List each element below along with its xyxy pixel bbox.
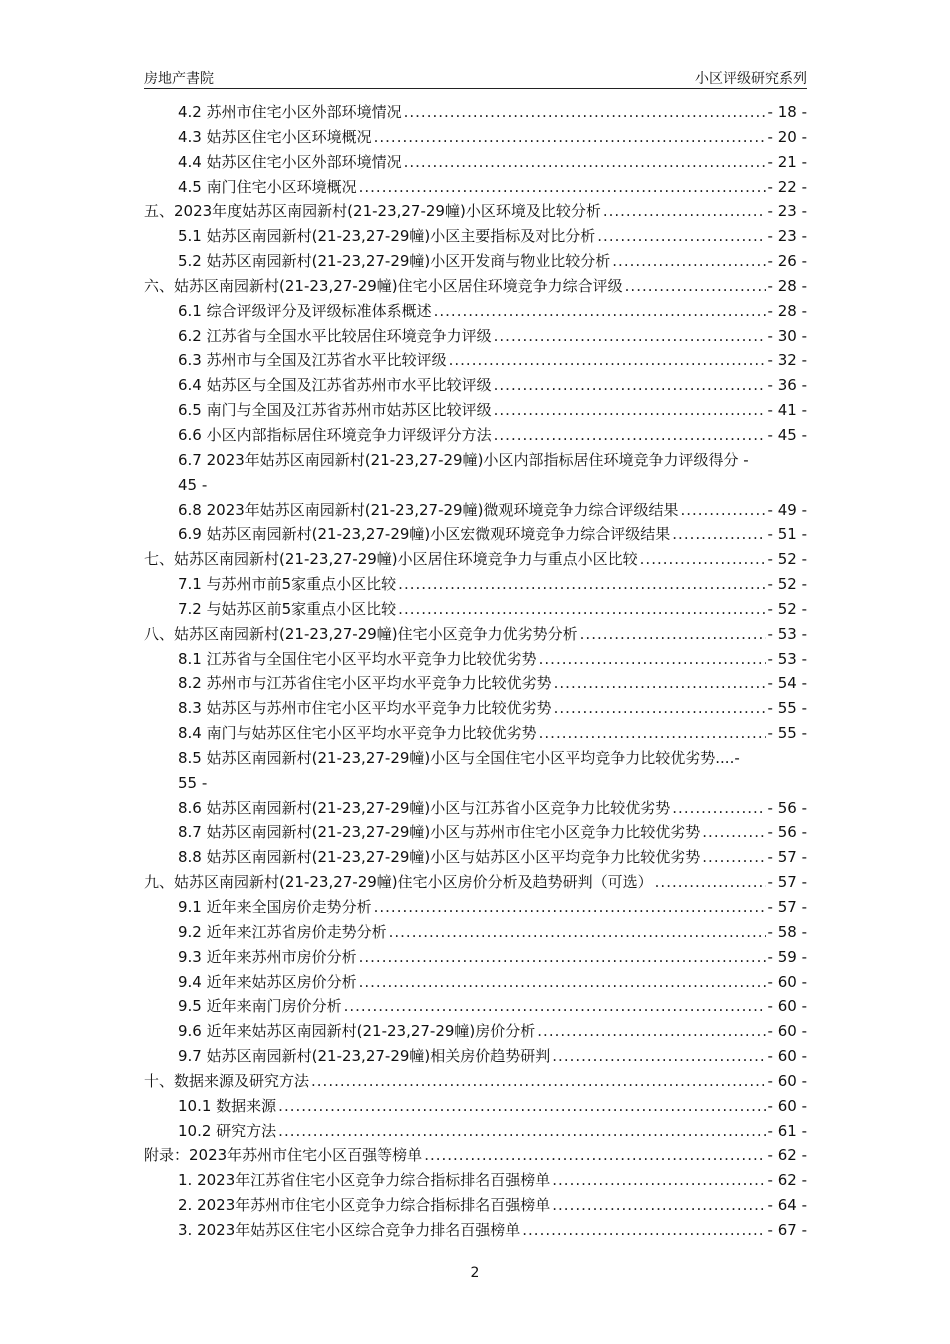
toc-entry[interactable] bbox=[144, 970, 807, 995]
toc-entry-title: 8.1 江苏省与全国住宅小区平均水平竞争力比较优劣势 bbox=[178, 649, 537, 668]
toc-entry[interactable] bbox=[144, 522, 807, 547]
toc-entry-page: - 60 - bbox=[767, 1022, 807, 1041]
toc-entry-page: - 23 - bbox=[767, 202, 807, 221]
toc-entry-title: 8.3 姑苏区与苏州市住宅小区平均水平竞争力比较优劣势 bbox=[178, 699, 552, 718]
toc-entry[interactable] bbox=[144, 920, 807, 945]
toc-entry-page: - 45 - bbox=[767, 425, 807, 444]
toc-entry-title: 4.2 苏州市住宅小区外部环境情况 bbox=[178, 103, 402, 121]
toc-entry[interactable] bbox=[144, 1119, 807, 1144]
toc-leader-dots bbox=[278, 1119, 765, 1144]
toc-leader-dots bbox=[580, 622, 766, 647]
toc-entry-page: - 60 - bbox=[767, 1096, 807, 1115]
toc-leader-dots bbox=[494, 423, 766, 448]
toc-entry-title: 4.5 南门住宅小区环境概况 bbox=[178, 177, 357, 196]
toc-entry-title: 7.2 与姑苏区前5家重点小区比较 bbox=[178, 599, 397, 618]
toc-entry[interactable] bbox=[144, 498, 807, 523]
toc-leader-dots bbox=[640, 547, 766, 572]
toc-entry[interactable] bbox=[144, 1218, 807, 1243]
toc-entry-title: 8.8 姑苏区南园新村(21-23,27-29幢)小区与姑苏区小区平均竞争力比较优劣势 bbox=[178, 848, 701, 867]
toc-entry-page: - 58 - bbox=[767, 922, 807, 941]
toc-leader-dots bbox=[344, 994, 766, 1019]
toc-entry-page: - 23 - bbox=[767, 227, 807, 246]
toc-entry[interactable] bbox=[144, 746, 807, 771]
toc-leader-dots bbox=[539, 647, 766, 672]
toc-leader-dots bbox=[554, 696, 766, 721]
toc-entry-page: - 57 - bbox=[767, 848, 807, 867]
toc-entry-page: - 57 - bbox=[767, 898, 807, 916]
toc-entry[interactable] bbox=[144, 796, 807, 821]
page-number: 2 bbox=[470, 1265, 480, 1281]
toc-leader-dots bbox=[359, 945, 766, 970]
toc-leader-dots bbox=[311, 1069, 766, 1094]
toc-entry[interactable] bbox=[144, 448, 807, 473]
toc-entry-title: 十、数据来源及研究方法 bbox=[144, 1071, 310, 1090]
toc-entry[interactable] bbox=[144, 324, 807, 349]
toc-chapter[interactable] bbox=[144, 870, 807, 895]
toc-entry[interactable] bbox=[144, 224, 807, 249]
toc-entry-title: 6.9 姑苏区南园新村(21-23,27-29幢)小区宏微观环境竞争力综合评级结果 bbox=[178, 525, 671, 544]
toc-leader-dots bbox=[424, 1143, 765, 1168]
toc-leader-dots bbox=[404, 100, 766, 125]
toc-leader-dots bbox=[374, 125, 766, 150]
toc-entry-page: - 62 - bbox=[767, 1171, 807, 1190]
toc-leader-dots bbox=[539, 721, 766, 746]
toc-entry-page: - 61 - bbox=[767, 1121, 807, 1140]
toc-entry[interactable] bbox=[144, 348, 807, 373]
toc-entry[interactable] bbox=[144, 423, 807, 448]
toc-entry[interactable] bbox=[144, 895, 807, 920]
toc-entry[interactable] bbox=[144, 1019, 807, 1044]
toc-leader-dots bbox=[702, 820, 765, 845]
toc-entry[interactable] bbox=[144, 373, 807, 398]
toc-entry-title: 附录：2023年苏州市住宅小区百强等榜单 bbox=[144, 1146, 423, 1165]
toc-leader-dots bbox=[625, 274, 766, 299]
toc-entry-title: 9.5 近年来南门房价分析 bbox=[178, 997, 342, 1016]
toc-entry-title: 8.5 姑苏区南园新村(21-23,27-29幢)小区与全国住宅小区平均竞争力比较优劣势....- bbox=[178, 748, 740, 767]
toc-leader-dots bbox=[494, 373, 766, 398]
toc-entry[interactable] bbox=[144, 597, 807, 622]
toc-entry[interactable] bbox=[144, 647, 807, 672]
toc-entry-title: 7.1 与苏州市前5家重点小区比较 bbox=[178, 575, 397, 594]
toc-entry-page: - 60 - bbox=[767, 997, 807, 1016]
toc-entry-title: 九、姑苏区南园新村(21-23,27-29幢)住宅小区房价分析及趋势研判（可选） bbox=[144, 873, 653, 892]
toc-chapter[interactable] bbox=[144, 547, 807, 572]
toc-entry-title: 6.3 苏州市与全国及江苏省水平比较评级 bbox=[178, 351, 447, 370]
toc-chapter[interactable] bbox=[144, 1069, 807, 1094]
toc-entry-title: 6.2 江苏省与全国水平比较居住环境竞争力评级 bbox=[178, 326, 492, 345]
toc-entry-page: - 60 - bbox=[767, 1071, 807, 1090]
toc-entry-page: - 21 - bbox=[767, 152, 807, 171]
toc-entry-title: 八、姑苏区南园新村(21-23,27-29幢)住宅小区竞争力优劣势分析 bbox=[144, 624, 578, 643]
toc-entry-page: - 36 - bbox=[767, 376, 807, 395]
toc-entry-page: - 55 - bbox=[767, 699, 807, 718]
toc-entry-page: - 56 - bbox=[767, 823, 807, 842]
table-of-contents bbox=[144, 100, 807, 1243]
toc-entry-title: 6.4 姑苏区与全国及江苏省苏州市水平比较评级 bbox=[178, 376, 492, 395]
toc-entry-title: 五、2023年度姑苏区南园新村(21-23,27-29幢)小区环境及比较分析 bbox=[144, 202, 601, 221]
header-right-title: 小区评级研究系列 bbox=[695, 71, 807, 87]
toc-entry-page: - 22 - bbox=[767, 177, 807, 196]
toc-leader-dots bbox=[552, 1044, 765, 1069]
toc-entry[interactable] bbox=[144, 1193, 807, 1218]
toc-entry-title: 10.2 研究方法 bbox=[178, 1121, 277, 1140]
toc-leader-dots bbox=[672, 796, 765, 821]
toc-leader-dots bbox=[389, 920, 766, 945]
toc-entry-page: - 51 - bbox=[767, 525, 807, 544]
toc-entry-title: 6.1 综合评级评分及评级标准体系概述 bbox=[178, 301, 432, 320]
toc-leader-dots bbox=[537, 1019, 765, 1044]
header-left-title: 房地产書院 bbox=[144, 71, 214, 87]
toc-leader-dots bbox=[655, 870, 766, 895]
toc-entry-title: 4.3 姑苏区住宅小区环境概况 bbox=[178, 127, 372, 146]
toc-entry-title: 10.1 数据来源 bbox=[178, 1096, 277, 1115]
toc-entry-page: - 52 - bbox=[767, 575, 807, 594]
toc-entry-page: - 52 - bbox=[767, 599, 807, 618]
toc-entry[interactable] bbox=[144, 1094, 807, 1119]
toc-entry-page: - 59 - bbox=[767, 947, 807, 966]
toc-entry-page: - 49 - bbox=[767, 500, 807, 519]
toc-entry-page: - 53 - bbox=[767, 649, 807, 668]
toc-leader-dots bbox=[597, 224, 765, 249]
toc-entry-page: 55 - bbox=[178, 773, 208, 792]
toc-entry-title: 9.6 近年来姑苏区南园新村(21-23,27-29幢)房价分析 bbox=[178, 1022, 536, 1041]
toc-entry[interactable] bbox=[144, 696, 807, 721]
toc-entry-title: 9.2 近年来江苏省房价走势分析 bbox=[178, 922, 387, 941]
toc-entry-page: - 55 - bbox=[767, 724, 807, 743]
toc-entry-page: - 41 - bbox=[767, 401, 807, 420]
toc-entry-page: - 30 - bbox=[767, 326, 807, 345]
toc-leader-dots bbox=[398, 597, 765, 622]
toc-entry[interactable] bbox=[144, 150, 807, 175]
toc-entry-page: 45 - bbox=[178, 475, 208, 494]
toc-entry[interactable] bbox=[144, 721, 807, 746]
toc-leader-dots bbox=[398, 572, 765, 597]
toc-chapter[interactable] bbox=[144, 274, 807, 299]
toc-entry-page: - 32 - bbox=[767, 351, 807, 370]
toc-entry-title: 6.5 南门与全国及江苏省苏州市姑苏区比较评级 bbox=[178, 401, 492, 420]
toc-leader-dots bbox=[449, 348, 766, 373]
toc-entry-page: - 56 - bbox=[767, 798, 807, 817]
toc-entry-page: - 60 - bbox=[767, 972, 807, 991]
toc-leader-dots bbox=[359, 970, 766, 995]
toc-entry-title: 5.1 姑苏区南园新村(21-23,27-29幢)小区主要指标及对比分析 bbox=[178, 227, 596, 246]
toc-leader-dots bbox=[522, 1218, 765, 1243]
toc-entry-title: 6.6 小区内部指标居住环境竞争力评级评分方法 bbox=[178, 425, 492, 444]
toc-entry[interactable] bbox=[144, 945, 807, 970]
toc-leader-dots bbox=[702, 845, 765, 870]
toc-leader-dots bbox=[494, 324, 766, 349]
toc-entry[interactable] bbox=[144, 125, 807, 150]
toc-entry[interactable] bbox=[144, 572, 807, 597]
toc-entry-title: 9.4 近年来姑苏区房价分析 bbox=[178, 972, 357, 991]
toc-chapter[interactable] bbox=[144, 199, 807, 224]
toc-entry[interactable] bbox=[144, 1168, 807, 1193]
toc-chapter[interactable] bbox=[144, 622, 807, 647]
toc-entry-title: 9.1 近年来全国房价走势分析 bbox=[178, 898, 372, 916]
toc-entry-title: 9.7 姑苏区南园新村(21-23,27-29幢)相关房价趋势研判 bbox=[178, 1047, 551, 1066]
toc-leader-dots bbox=[404, 150, 766, 175]
toc-leader-dots bbox=[672, 522, 765, 547]
page-header bbox=[144, 66, 807, 89]
toc-entry-continuation bbox=[144, 473, 807, 498]
toc-entry-page: - 26 - bbox=[767, 252, 807, 271]
toc-entry[interactable] bbox=[144, 249, 807, 274]
toc-leader-dots bbox=[359, 175, 766, 200]
toc-entry-title: 5.2 姑苏区南园新村(21-23,27-29幢)小区开发商与物业比较分析 bbox=[178, 252, 611, 271]
toc-entry-title: 六、姑苏区南园新村(21-23,27-29幢)住宅小区居住环境竞争力综合评级 bbox=[144, 276, 623, 295]
toc-leader-dots bbox=[612, 249, 765, 274]
toc-entry[interactable] bbox=[144, 398, 807, 423]
toc-entry-page: - 53 - bbox=[767, 624, 807, 643]
toc-entry-page: - 64 - bbox=[767, 1196, 807, 1215]
toc-entry-continuation bbox=[144, 771, 807, 796]
toc-leader-dots bbox=[278, 1094, 765, 1119]
toc-entry-title: 4.4 姑苏区住宅小区外部环境情况 bbox=[178, 152, 402, 171]
toc-entry-title: 七、姑苏区南园新村(21-23,27-29幢)小区居住环境竞争力与重点小区比较 bbox=[144, 550, 638, 569]
toc-entry-page: - 62 - bbox=[767, 1146, 807, 1165]
toc-entry-page: - 52 - bbox=[767, 550, 807, 569]
toc-entry-page: - 20 - bbox=[767, 127, 807, 146]
toc-chapter[interactable] bbox=[144, 1143, 807, 1168]
toc-entry-page: - 18 - bbox=[767, 103, 807, 121]
toc-entry[interactable] bbox=[144, 845, 807, 870]
toc-leader-dots bbox=[552, 1168, 765, 1193]
toc-entry-title: 3. 2023年姑苏区住宅小区综合竞争力排名百强榜单 bbox=[178, 1220, 521, 1239]
toc-entry-page: - 60 - bbox=[767, 1047, 807, 1066]
toc-entry-title: 8.4 南门与姑苏区住宅小区平均水平竞争力比较优劣势 bbox=[178, 724, 537, 743]
toc-entry-page: - 54 - bbox=[767, 674, 807, 693]
toc-entry-page: - 28 - bbox=[767, 276, 807, 295]
toc-entry-page: - 57 - bbox=[767, 873, 807, 892]
toc-entry-page: - 67 - bbox=[767, 1220, 807, 1239]
toc-entry[interactable] bbox=[144, 299, 807, 324]
toc-entry-title: 8.6 姑苏区南园新村(21-23,27-29幢)小区与江苏省小区竞争力比较优劣势 bbox=[178, 798, 671, 817]
toc-entry-title: 9.3 近年来苏州市房价分析 bbox=[178, 947, 357, 966]
toc-entry[interactable] bbox=[144, 671, 807, 696]
toc-entry-title: 6.7 2023年姑苏区南园新村(21-23,27-29幢)小区内部指标居住环境竞争力评级得分 - bbox=[178, 450, 749, 469]
toc-entry-title: 6.8 2023年姑苏区南园新村(21-23,27-29幢)微观环境竞争力综合评级结果 bbox=[178, 500, 679, 519]
toc-entry[interactable] bbox=[144, 1044, 807, 1069]
toc-entry[interactable] bbox=[144, 820, 807, 845]
toc-leader-dots bbox=[603, 199, 766, 224]
toc-entry-title: 8.2 苏州市与江苏省住宅小区平均水平竞争力比较优劣势 bbox=[178, 674, 552, 693]
toc-entry-title: 1. 2023年江苏省住宅小区竞争力综合指标排名百强榜单 bbox=[178, 1171, 551, 1190]
toc-entry[interactable] bbox=[144, 175, 807, 200]
toc-leader-dots bbox=[494, 398, 766, 423]
toc-entry[interactable] bbox=[144, 100, 807, 125]
toc-leader-dots bbox=[374, 895, 766, 920]
toc-leader-dots bbox=[554, 671, 766, 696]
toc-leader-dots bbox=[434, 299, 766, 324]
toc-leader-dots bbox=[552, 1193, 765, 1218]
toc-entry[interactable] bbox=[144, 994, 807, 1019]
toc-leader-dots bbox=[680, 498, 765, 523]
toc-entry-title: 8.7 姑苏区南园新村(21-23,27-29幢)小区与苏州市住宅小区竞争力比较优劣势 bbox=[178, 823, 701, 842]
toc-entry-page: - 28 - bbox=[767, 301, 807, 320]
toc-entry-title: 2. 2023年苏州市住宅小区竞争力综合指标排名百强榜单 bbox=[178, 1196, 551, 1215]
